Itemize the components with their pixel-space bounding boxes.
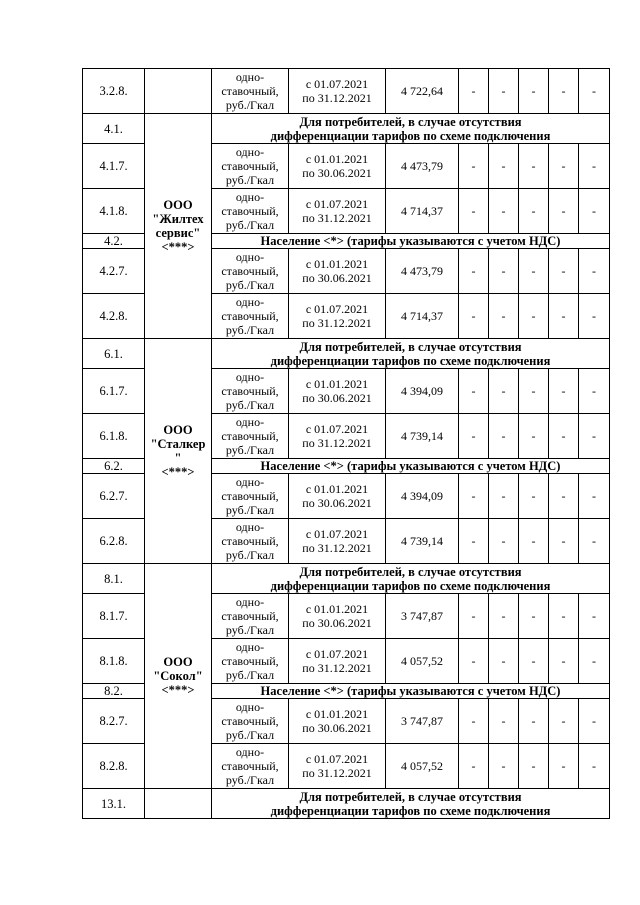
empty-value-cell: - — [489, 189, 519, 234]
text-line: с 01.07.2021 — [305, 302, 369, 316]
empty-value-cell: - — [459, 474, 489, 519]
empty-value-cell: - — [579, 69, 610, 114]
organization-cell-empty — [145, 789, 212, 819]
text-line: Для потребителей, в случае отсутствия — [299, 564, 522, 579]
text-line: дифференциации тарифов по схеме подключения — [270, 353, 551, 368]
row-index: 13.1. — [83, 789, 145, 819]
text-line: одно- — [235, 520, 265, 534]
tariff-value: 4 473,79 — [386, 144, 459, 189]
text-line: руб./Гкал — [225, 548, 275, 562]
text-line: <***> — [161, 240, 195, 254]
empty-value-cell: - — [459, 144, 489, 189]
tariff-value: 4 394,09 — [386, 369, 459, 414]
text-line: руб./Гкал — [225, 728, 275, 742]
text-line: ставочный, — [221, 309, 279, 323]
row-index: 4.1.8. — [83, 189, 145, 234]
empty-value-cell: - — [549, 744, 579, 789]
text-line: с 01.07.2021 — [305, 527, 369, 541]
empty-value-cell: - — [519, 369, 549, 414]
text-line: ставочный, — [221, 429, 279, 443]
empty-value-cell: - — [489, 744, 519, 789]
tariff-value: 4 714,37 — [386, 294, 459, 339]
table-row — [83, 564, 610, 594]
tariff-value: 4 473,79 — [386, 249, 459, 294]
text-line: ставочный, — [221, 714, 279, 728]
empty-value-cell: - — [459, 699, 489, 744]
population-group-header: Население <*> (тарифы указываются с учетом НДС) — [212, 459, 610, 474]
text-line: руб./Гкал — [225, 398, 275, 412]
empty-value-cell: - — [549, 249, 579, 294]
empty-value-cell: - — [549, 519, 579, 564]
empty-value-cell: - — [459, 294, 489, 339]
text-line: ООО — [163, 198, 193, 212]
text-line: сервис" — [155, 226, 201, 240]
row-index: 4.2. — [83, 234, 145, 249]
row-index: 8.2.7. — [83, 699, 145, 744]
tariff-unit — [212, 639, 289, 684]
empty-value-cell: - — [549, 414, 579, 459]
text-line: ставочный, — [221, 534, 279, 548]
tariff-unit — [212, 369, 289, 414]
text-line: дифференциации тарифов по схеме подключения — [270, 578, 551, 593]
tariff-table — [82, 68, 610, 819]
text-line: одно- — [235, 370, 265, 384]
row-index: 6.2.8. — [83, 519, 145, 564]
table-row — [83, 114, 610, 144]
empty-value-cell: - — [579, 639, 610, 684]
tariff-table-body — [83, 69, 610, 819]
text-line: руб./Гкал — [225, 503, 275, 517]
population-group-header: Население <*> (тарифы указываются с учетом НДС) — [212, 234, 610, 249]
table-row — [83, 339, 610, 369]
empty-value-cell: - — [489, 249, 519, 294]
text-line: одно- — [235, 475, 265, 489]
tariff-period — [289, 639, 386, 684]
tariff-period — [289, 189, 386, 234]
empty-value-cell: - — [519, 249, 549, 294]
text-line: с 01.07.2021 — [305, 77, 369, 91]
text-line: " — [174, 451, 182, 465]
text-line: одно- — [235, 190, 265, 204]
tariff-period — [289, 414, 386, 459]
organization-name — [145, 339, 212, 564]
text-line: Для потребителей, в случае отсутствия — [299, 789, 522, 804]
tariff-value: 3 747,87 — [386, 594, 459, 639]
text-line: "Сокол" — [153, 669, 203, 683]
text-line: с 01.07.2021 — [305, 422, 369, 436]
tariff-period — [289, 369, 386, 414]
empty-value-cell: - — [489, 594, 519, 639]
empty-value-cell: - — [489, 699, 519, 744]
empty-value-cell: - — [519, 594, 549, 639]
empty-value-cell: - — [549, 474, 579, 519]
consumer-group-header — [212, 339, 610, 369]
text-line: <***> — [161, 465, 195, 479]
tariff-unit — [212, 294, 289, 339]
empty-value-cell: - — [549, 69, 579, 114]
tariff-period — [289, 294, 386, 339]
empty-value-cell: - — [549, 369, 579, 414]
text-line: руб./Гкал — [225, 173, 275, 187]
tariff-unit — [212, 69, 289, 114]
row-index: 6.1.8. — [83, 414, 145, 459]
empty-value-cell: - — [489, 294, 519, 339]
empty-value-cell: - — [459, 519, 489, 564]
empty-value-cell: - — [459, 69, 489, 114]
tariff-period — [289, 594, 386, 639]
text-line: Для потребителей, в случае отсутствия — [299, 114, 522, 129]
empty-value-cell: - — [519, 699, 549, 744]
text-line: дифференциации тарифов по схеме подключения — [270, 128, 551, 143]
text-line: по 31.12.2021 — [302, 316, 372, 330]
text-line: Для потребителей, в случае отсутствия — [299, 339, 522, 354]
text-line: по 30.06.2021 — [302, 391, 372, 405]
row-index: 4.1.7. — [83, 144, 145, 189]
text-line: ставочный, — [221, 84, 279, 98]
text-line: руб./Гкал — [225, 218, 275, 232]
text-line: с 01.01.2021 — [305, 377, 369, 391]
text-line: с 01.01.2021 — [305, 707, 369, 721]
text-line: ставочный, — [221, 384, 279, 398]
empty-value-cell: - — [519, 189, 549, 234]
text-line: ставочный, — [221, 264, 279, 278]
text-line: руб./Гкал — [225, 278, 275, 292]
text-line: одно- — [235, 145, 265, 159]
text-line: одно- — [235, 745, 265, 759]
text-line: по 31.12.2021 — [302, 91, 372, 105]
tariff-period — [289, 249, 386, 294]
tariff-unit — [212, 144, 289, 189]
empty-value-cell: - — [459, 189, 489, 234]
empty-value-cell: - — [519, 69, 549, 114]
row-index: 4.1. — [83, 114, 145, 144]
tariff-unit — [212, 744, 289, 789]
tariff-period — [289, 69, 386, 114]
empty-value-cell: - — [549, 594, 579, 639]
text-line: руб./Гкал — [225, 443, 275, 457]
text-line: одно- — [235, 700, 265, 714]
empty-value-cell: - — [579, 744, 610, 789]
text-line: по 31.12.2021 — [302, 661, 372, 675]
row-index: 8.1. — [83, 564, 145, 594]
tariff-value: 4 714,37 — [386, 189, 459, 234]
empty-value-cell: - — [579, 474, 610, 519]
tariff-unit — [212, 474, 289, 519]
empty-value-cell: - — [519, 519, 549, 564]
empty-value-cell: - — [459, 414, 489, 459]
empty-value-cell: - — [579, 369, 610, 414]
empty-value-cell: - — [489, 414, 519, 459]
text-line: "Жилтех — [152, 212, 204, 226]
text-line: дифференциации тарифов по схеме подключения — [270, 803, 551, 818]
tariff-period — [289, 699, 386, 744]
organization-name — [145, 114, 212, 339]
empty-value-cell: - — [519, 744, 549, 789]
text-line: руб./Гкал — [225, 623, 275, 637]
empty-value-cell: - — [549, 294, 579, 339]
text-line: с 01.01.2021 — [305, 482, 369, 496]
organization-cell-empty — [145, 69, 212, 114]
row-index: 4.2.7. — [83, 249, 145, 294]
tariff-value: 4 057,52 — [386, 744, 459, 789]
tariff-value: 4 739,14 — [386, 414, 459, 459]
row-index: 6.2.7. — [83, 474, 145, 519]
tariff-period — [289, 519, 386, 564]
empty-value-cell: - — [549, 144, 579, 189]
text-line: с 01.07.2021 — [305, 197, 369, 211]
empty-value-cell: - — [579, 249, 610, 294]
empty-value-cell: - — [489, 474, 519, 519]
row-index: 8.2. — [83, 684, 145, 699]
text-line: "Сталкер — [150, 437, 206, 451]
empty-value-cell: - — [519, 414, 549, 459]
text-line: по 31.12.2021 — [302, 436, 372, 450]
text-line: одно- — [235, 250, 265, 264]
consumer-group-header — [212, 789, 610, 819]
tariff-value: 4 057,52 — [386, 639, 459, 684]
text-line: одно- — [235, 70, 265, 84]
empty-value-cell: - — [459, 594, 489, 639]
text-line: по 30.06.2021 — [302, 496, 372, 510]
consumer-group-header — [212, 564, 610, 594]
empty-value-cell: - — [489, 519, 519, 564]
tariff-unit — [212, 519, 289, 564]
empty-value-cell: - — [459, 639, 489, 684]
consumer-group-header — [212, 114, 610, 144]
tariff-period — [289, 744, 386, 789]
text-line: <***> — [161, 683, 195, 697]
empty-value-cell: - — [579, 519, 610, 564]
empty-value-cell: - — [489, 144, 519, 189]
tariff-unit — [212, 189, 289, 234]
text-line: по 31.12.2021 — [302, 541, 372, 555]
text-line: по 31.12.2021 — [302, 211, 372, 225]
text-line: одно- — [235, 640, 265, 654]
row-index: 6.1. — [83, 339, 145, 369]
empty-value-cell: - — [549, 699, 579, 744]
text-line: ставочный, — [221, 489, 279, 503]
row-index: 8.2.8. — [83, 744, 145, 789]
empty-value-cell: - — [579, 189, 610, 234]
text-line: ставочный, — [221, 159, 279, 173]
tariff-unit — [212, 414, 289, 459]
text-line: по 30.06.2021 — [302, 271, 372, 285]
table-row — [83, 789, 610, 819]
empty-value-cell: - — [579, 144, 610, 189]
text-line: одно- — [235, 415, 265, 429]
text-line: ООО — [163, 423, 193, 437]
empty-value-cell: - — [459, 369, 489, 414]
text-line: ставочный, — [221, 759, 279, 773]
empty-value-cell: - — [549, 639, 579, 684]
row-index: 8.1.7. — [83, 594, 145, 639]
table-row — [83, 69, 610, 114]
text-line: одно- — [235, 595, 265, 609]
empty-value-cell: - — [519, 474, 549, 519]
text-line: по 30.06.2021 — [302, 721, 372, 735]
empty-value-cell: - — [519, 639, 549, 684]
empty-value-cell: - — [579, 294, 610, 339]
empty-value-cell: - — [459, 744, 489, 789]
tariff-unit — [212, 594, 289, 639]
text-line: одно- — [235, 295, 265, 309]
text-line: по 31.12.2021 — [302, 766, 372, 780]
text-line: руб./Гкал — [225, 773, 275, 787]
organization-name — [145, 564, 212, 789]
text-line: руб./Гкал — [225, 323, 275, 337]
text-line: с 01.07.2021 — [305, 647, 369, 661]
empty-value-cell: - — [519, 144, 549, 189]
tariff-period — [289, 474, 386, 519]
text-line: по 30.06.2021 — [302, 166, 372, 180]
tariff-value: 4 739,14 — [386, 519, 459, 564]
tariff-unit — [212, 249, 289, 294]
text-line: с 01.07.2021 — [305, 752, 369, 766]
text-line: по 30.06.2021 — [302, 616, 372, 630]
empty-value-cell: - — [489, 369, 519, 414]
empty-value-cell: - — [579, 594, 610, 639]
empty-value-cell: - — [579, 699, 610, 744]
text-line: с 01.01.2021 — [305, 257, 369, 271]
tariff-period — [289, 144, 386, 189]
text-line: руб./Гкал — [225, 98, 275, 112]
empty-value-cell: - — [459, 249, 489, 294]
empty-value-cell: - — [579, 414, 610, 459]
empty-value-cell: - — [489, 639, 519, 684]
text-line: ООО — [163, 655, 193, 669]
row-index: 6.2. — [83, 459, 145, 474]
text-line: ставочный, — [221, 609, 279, 623]
population-group-header: Население <*> (тарифы указываются с учетом НДС) — [212, 684, 610, 699]
text-line: ставочный, — [221, 654, 279, 668]
row-index: 3.2.8. — [83, 69, 145, 114]
tariff-value: 3 747,87 — [386, 699, 459, 744]
text-line: руб./Гкал — [225, 668, 275, 682]
tariff-unit — [212, 699, 289, 744]
row-index: 8.1.8. — [83, 639, 145, 684]
text-line: с 01.01.2021 — [305, 152, 369, 166]
empty-value-cell: - — [549, 189, 579, 234]
tariff-value: 4 394,09 — [386, 474, 459, 519]
empty-value-cell: - — [519, 294, 549, 339]
row-index: 4.2.8. — [83, 294, 145, 339]
text-line: ставочный, — [221, 204, 279, 218]
tariff-value: 4 722,64 — [386, 69, 459, 114]
empty-value-cell: - — [489, 69, 519, 114]
row-index: 6.1.7. — [83, 369, 145, 414]
text-line: с 01.01.2021 — [305, 602, 369, 616]
